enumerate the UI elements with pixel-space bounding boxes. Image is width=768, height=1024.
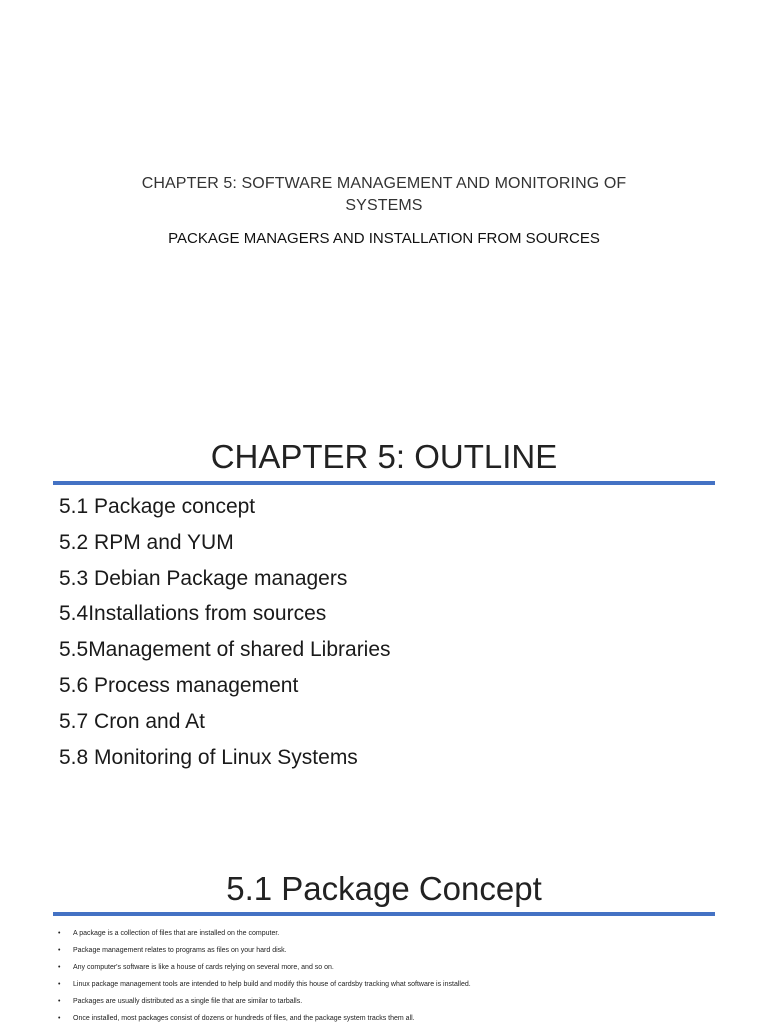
outline-item: 5.8 Monitoring of Linux Systems: [59, 745, 358, 769]
bullet-point-icon: •: [58, 981, 61, 988]
heading-divider: [53, 481, 715, 485]
bullet-text: Once installed, most packages consist of dozens or hundreds of files, and the package system tracks them all.: [73, 1015, 415, 1022]
title-slide: [0, 0, 768, 410]
bullet-point-icon: •: [58, 947, 61, 954]
outline-item: 5.5Management of shared Libraries: [59, 638, 391, 662]
bullet-item: [58, 959, 698, 976]
bullet-text: Packages are usually distributed as a single file that are similar to tarballs.: [73, 998, 303, 1005]
bullet-text: Linux package management tools are intended to help build and modify this house of cardsby tracking what software is installed.: [73, 981, 471, 988]
outline-list: [59, 489, 699, 775]
bullet-item: [58, 925, 698, 942]
chapter-title-line-2: SYSTEMS: [345, 197, 423, 214]
chapter-title-line-1: CHAPTER 5: SOFTWARE MANAGEMENT AND MONITORING OF: [141, 175, 627, 192]
bullet-point-icon: •: [58, 930, 61, 937]
bullet-text: A package is a collection of files that are installed on the computer.: [73, 930, 280, 937]
outline-item: 5.4Installations from sources: [59, 602, 327, 626]
bullet-text: Any computer's software is like a house of cards relying on several more, and so on.: [73, 964, 334, 971]
outline-item: 5.6 Process management: [59, 673, 299, 697]
heading-divider: [53, 912, 715, 916]
bullet-item: [58, 942, 698, 959]
outline-heading: CHAPTER 5: OUTLINE: [210, 438, 558, 475]
chapter-title: [110, 173, 658, 217]
bullet-point-icon: •: [58, 998, 61, 1005]
outline-item: 5.2 RPM and YUM: [59, 530, 234, 554]
outline-item: 5.3 Debian Package managers: [59, 566, 348, 590]
bullet-item: [58, 993, 698, 1010]
outline-slide: [0, 410, 768, 840]
outline-item: 5.1 Package concept: [59, 495, 256, 518]
bullet-text: Package management relates to programs as files on your hard disk.: [73, 947, 287, 954]
chapter-subtitle: PACKAGE MANAGERS AND INSTALLATION FROM SOURCES: [168, 230, 600, 247]
section-heading: 5.1 Package Concept: [226, 870, 542, 907]
bullet-list: [58, 925, 698, 1024]
package-concept-slide: [0, 840, 768, 1024]
bullet-point-icon: •: [58, 964, 61, 971]
outline-item: 5.7 Cron and At: [59, 709, 205, 733]
bullet-item: [58, 1010, 698, 1024]
bullet-item: [58, 976, 698, 993]
bullet-point-icon: •: [58, 1015, 61, 1022]
